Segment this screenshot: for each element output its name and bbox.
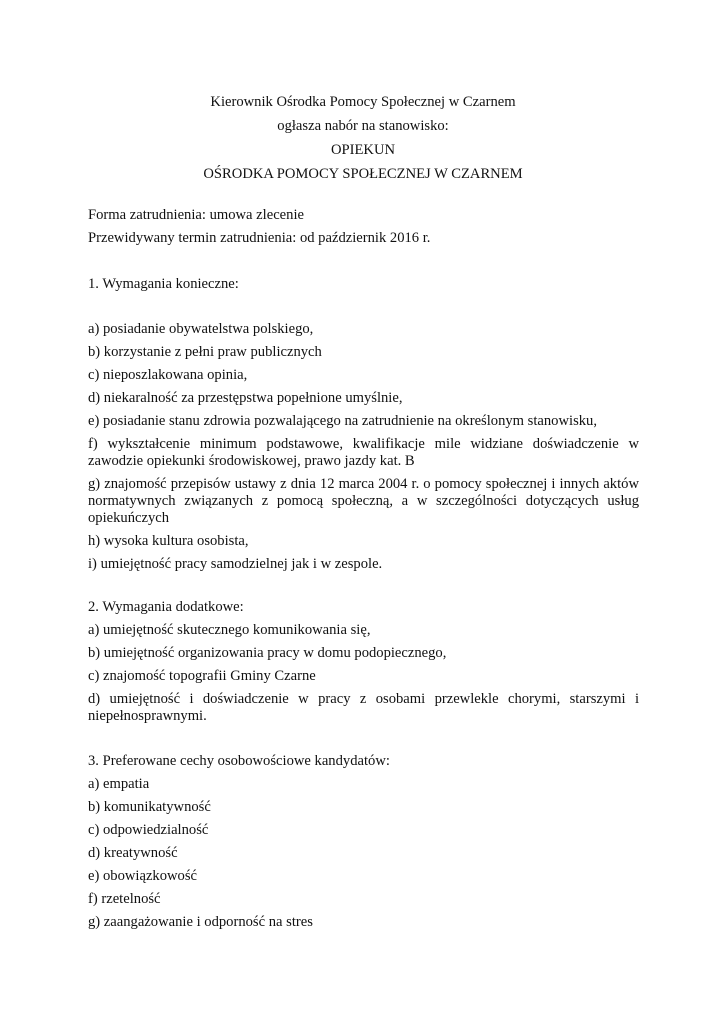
list-item: g) zaangażowanie i odporność na stres <box>88 914 313 930</box>
list-item: a) umiejętność skutecznego komunikowania się, <box>88 622 371 638</box>
section-2-heading: 2. Wymagania dodatkowe: <box>88 599 244 615</box>
list-item: b) umiejętność organizowania pracy w domu podopiecznego, <box>88 645 447 661</box>
list-item: a) posiadanie obywatelstwa polskiego, <box>88 321 314 337</box>
list-item: f) rzetelność <box>88 891 161 907</box>
employment-form: Forma zatrudnienia: umowa zlecenie <box>88 207 304 223</box>
header-announcement: ogłasza nabór na stanowisko: <box>277 118 449 134</box>
section-1-heading: 1. Wymagania konieczne: <box>88 276 239 292</box>
list-item: g) znajomość przepisów ustawy z dnia 12 marca 2004 r. o pomocy społecznej i innych aktów normatywnych związanych z pomocą społeczną, a w szczególności dotyczących usług opiekuńczych <box>88 476 639 526</box>
list-item: h) wysoka kultura osobista, <box>88 533 249 549</box>
list-item: f) wykształcenie minimum podstawowe, kwalifikacje mile widziane doświadczenie w zawodzie opiekunki środowiskowej, prawo jazdy kat. B <box>88 436 639 469</box>
list-item: d) kreatywność <box>88 845 178 861</box>
announcement-header <box>88 94 638 190</box>
header-employer: Kierownik Ośrodka Pomocy Społecznej w Czarnem <box>210 94 516 110</box>
list-item: i) umiejętność pracy samodzielnej jak i w zespole. <box>88 556 383 572</box>
list-item: e) posiadanie stanu zdrowia pozwalającego na zatrudnienie na określonym stanowisku, <box>88 413 597 429</box>
employment-details <box>88 207 639 247</box>
list-item: d) niekaralność za przestępstwa popełnione umyślnie, <box>88 390 403 406</box>
list-item: c) odpowiedzialność <box>88 822 209 838</box>
header-position: OPIEKUN <box>330 142 396 158</box>
list-item: d) umiejętność i doświadczenie w pracy z osobami przewlekle chorymi, starszymi i niepełnosprawnymi. <box>88 691 639 724</box>
list-item: c) nieposzlakowana opinia, <box>88 367 248 383</box>
section-2 <box>88 599 639 725</box>
list-item: a) empatia <box>88 776 150 792</box>
section-3 <box>88 753 639 931</box>
section-1-title <box>88 276 639 293</box>
section-1-list <box>88 321 639 573</box>
list-item: e) obowiązkowość <box>88 868 198 884</box>
list-item: b) korzystanie z pełni praw publicznych <box>88 344 322 360</box>
header-institution: OŚRODKA POMOCY SPOŁECZNEJ W CZARNEM <box>203 166 523 182</box>
list-item: c) znajomość topografii Gminy Czarne <box>88 668 316 684</box>
employment-start: Przewidywany termin zatrudnienia: od październik 2016 r. <box>88 230 431 246</box>
section-3-heading: 3. Preferowane cechy osobowościowe kandydatów: <box>88 753 390 769</box>
list-item: b) komunikatywność <box>88 799 211 815</box>
